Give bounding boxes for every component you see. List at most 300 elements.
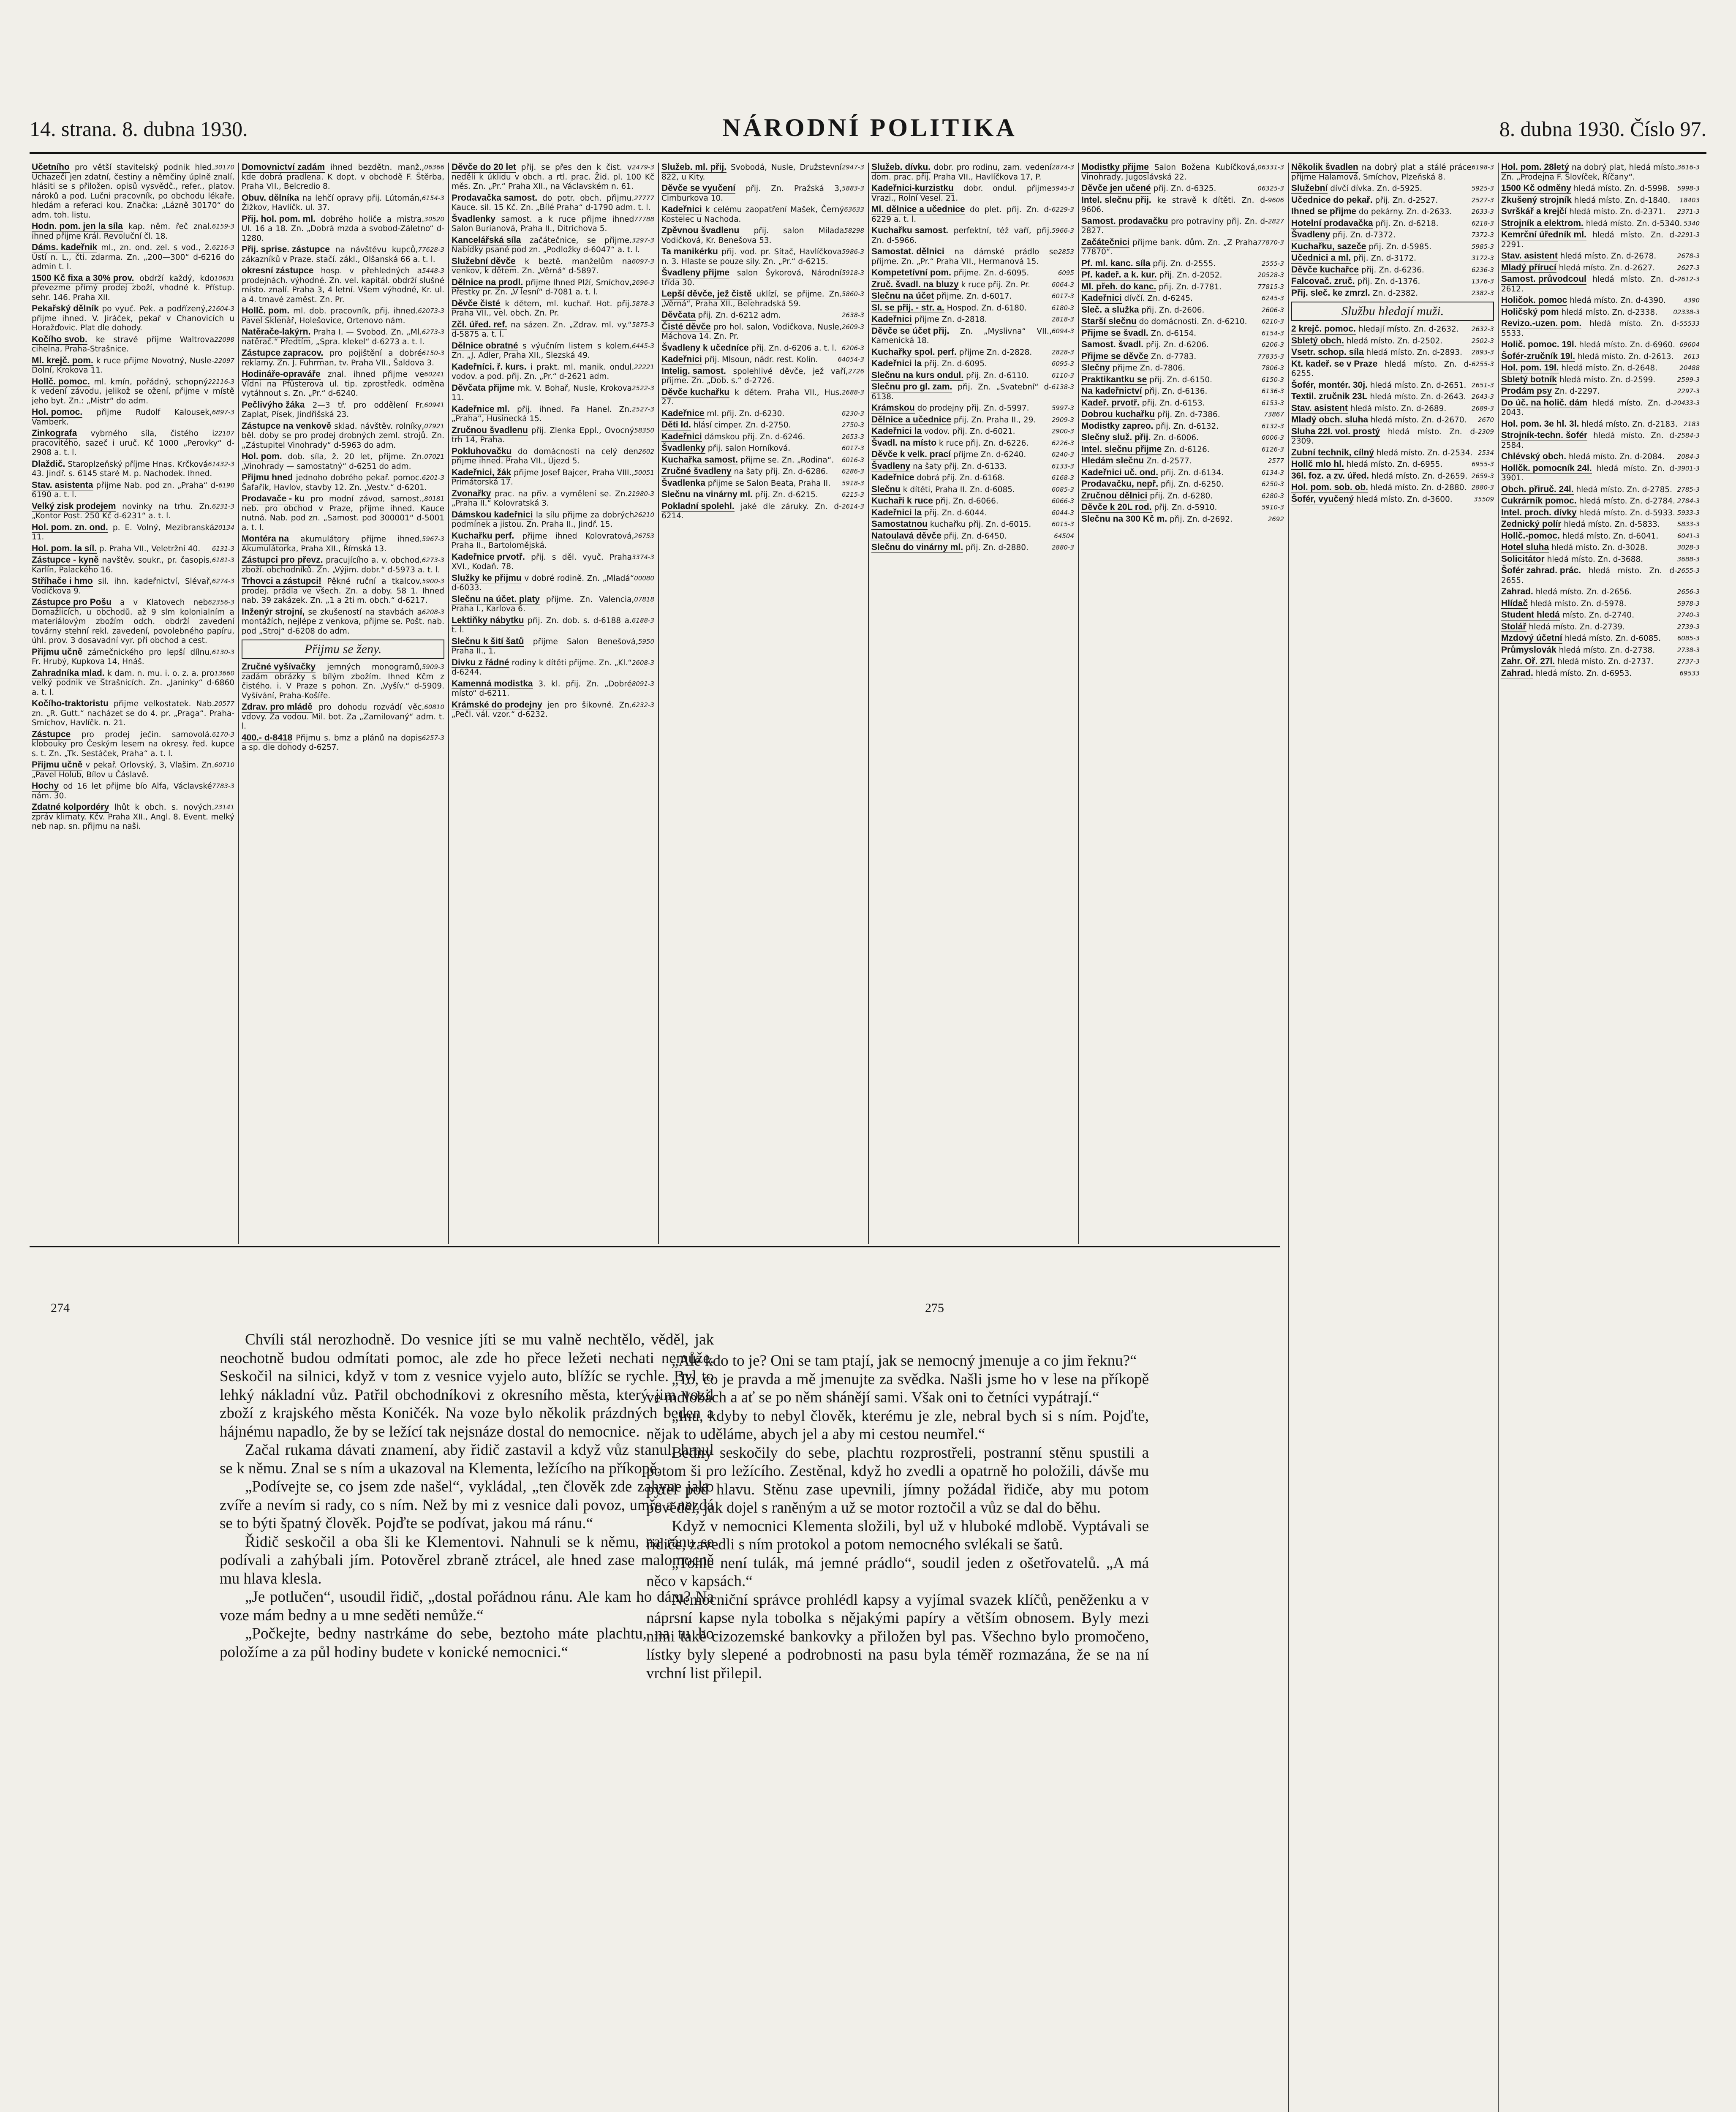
- ad-code: 2659-3: [1471, 472, 1494, 480]
- ad-heading: Švadleny: [1291, 230, 1331, 240]
- ad-heading: 400.- d-8418: [242, 732, 293, 743]
- ad-text: k dítěti, Praha II. Zn. d-6085.: [900, 485, 1015, 494]
- ad-heading: Sbletý obch.: [1291, 335, 1344, 346]
- ad-text: přij. Zn. Pražská 3, Cimburkova 10.: [661, 184, 842, 203]
- classified-ad: [1291, 230, 1494, 240]
- ad-text: ihned bezdětn. manž., kde dobrá pradlena. K dopt. v obchodě F. Štěrba, Praha VII., Belcredio 8.: [242, 163, 444, 191]
- ad-text: navštěv. soukr., pr. časopis. Karlín, Palackého 16.: [32, 556, 212, 574]
- ad-code: 60810: [424, 703, 444, 711]
- classified-ad: [871, 473, 1074, 483]
- ad-code: 2309: [1478, 427, 1494, 435]
- ad-text: na šaty přij. Zn. d-6133.: [910, 462, 1007, 471]
- ad-code: 6210-3: [1261, 318, 1284, 325]
- ad-code: 2502-3: [1471, 337, 1494, 345]
- ad-text: k celému zaopatření Mašek, Černý Kostelec u Nachoda.: [661, 205, 844, 224]
- ad-code: 64504: [1054, 532, 1074, 540]
- ad-text: perfektní, též vaří, přij. Zn. d-5966.: [871, 226, 1052, 245]
- ad-code: 6138-3: [1051, 383, 1074, 391]
- ad-code: 6226-3: [1051, 439, 1074, 447]
- ad-code: 2893-3: [1471, 348, 1494, 356]
- ad-text: hledá místo. Zn. d-3028.: [1549, 543, 1648, 552]
- classified-ad: [452, 658, 654, 678]
- ad-code: 06325-3: [1257, 185, 1284, 192]
- ad-code: 2584-3: [1677, 432, 1700, 439]
- ad-heading: Zástupce pro Pošu: [32, 597, 112, 607]
- classified-ad: [871, 303, 1074, 313]
- ad-code: 6131-3: [212, 544, 234, 552]
- classified-ad: [452, 362, 654, 382]
- classified-ad: [1501, 657, 1700, 667]
- ad-heading: Přij. sprise. zástupce: [242, 245, 330, 254]
- ads-bottom-rule: [30, 1246, 1280, 1247]
- ad-text: zámečnického pro lepší dílnu. Fr. Hrubý, Kupkova 14, Hnáš.: [32, 648, 212, 666]
- ad-text: ml. přij. Zn. d-6230.: [704, 409, 785, 418]
- classified-ad: [871, 508, 1074, 518]
- classified-ad: [1081, 163, 1284, 182]
- ad-heading: Prodavače - ku: [242, 494, 305, 504]
- ad-heading: Intelig. samost.: [661, 366, 726, 376]
- ad-text: přij. Zn. d-6044.: [922, 508, 987, 517]
- classified-ad: [452, 510, 654, 530]
- ad-code: 07021: [424, 453, 444, 460]
- ad-heading: Kadeřnici: [661, 204, 702, 214]
- ad-text: přij. Zn. d-2052.: [1156, 271, 1222, 280]
- story-paragraph: „Počkejte, bedny nastrkáme do sebe, beztoho máte plachtu, na tu ho položíme a za půl hodiny budete v konické nemocnici.“: [220, 1625, 714, 1661]
- ad-text: hledá místo. Zn. d-2643.: [1367, 392, 1466, 401]
- ad-code: 6232-3: [631, 701, 654, 709]
- page-header: [30, 113, 1706, 147]
- classified-ad: [242, 215, 444, 244]
- ad-heading: Přijmu učně: [32, 647, 83, 657]
- ad-text: hledá místo. Zn. d-2659.: [1369, 471, 1468, 481]
- ad-code: 6206-3: [1261, 341, 1284, 348]
- ad-heading: Přij. hol. pom. ml.: [242, 214, 316, 224]
- ad-text: p. Praha VII., Veletržní 40.: [97, 544, 201, 553]
- ad-heading: Zástupce na venkově: [242, 421, 332, 431]
- ad-heading: Ihned se přijme: [1291, 207, 1357, 216]
- classified-ad: [661, 343, 864, 354]
- ad-text: přij. Zn. d-6215.: [752, 490, 818, 499]
- classified-ad: [242, 245, 444, 264]
- ad-code: 2627-3: [1677, 264, 1700, 272]
- column-divider: [238, 163, 239, 1244]
- ad-code: 2555-3: [1261, 259, 1284, 267]
- ad-code: 6215-3: [841, 491, 864, 498]
- ad-text: sil. ihn. kadeřnictví, Slévař, Vodičkova 9.: [32, 577, 212, 596]
- ad-code: 6133-3: [1051, 462, 1074, 470]
- ad-text: přij. Zn. d-5910.: [1151, 503, 1217, 512]
- ad-heading: Hol. pom. la síl.: [32, 543, 97, 553]
- ad-heading: Slečnu k šití šatů: [452, 636, 524, 646]
- ad-code: 7372-3: [1471, 231, 1494, 239]
- ad-code: 00080: [634, 574, 654, 582]
- classified-ad: [871, 359, 1074, 369]
- ad-text: přijme Zn. d-2828.: [956, 348, 1032, 357]
- classified-ad: [32, 163, 234, 220]
- classified-ad: [661, 479, 864, 489]
- ad-code: 2643-3: [1471, 393, 1494, 400]
- ad-code: 20577: [214, 700, 234, 708]
- masthead-title: NÁRODNÍ POLITIKA: [722, 114, 1017, 142]
- ad-code: 07921: [424, 422, 444, 430]
- ad-heading: Obch. přiruč. 24l.: [1501, 484, 1574, 494]
- ad-text: Zn. „Myslivna“ VII., Kamenická 18.: [871, 327, 1052, 345]
- ad-heading: Stav. asistenta: [32, 480, 93, 490]
- ad-text: vybrného síla, čistého i pracovitého, sazeč i uruč. Kč 1000 „Perovky“ d-2908 a. t. l.: [32, 429, 234, 457]
- ad-text: přij. Zn. d-5985.: [1366, 242, 1432, 251]
- ad-heading: Děvče se účet přij.: [871, 326, 950, 336]
- classified-ad: [242, 348, 444, 368]
- classified-ad: [871, 520, 1074, 530]
- ad-code: 3297-3: [631, 236, 654, 244]
- ad-code: 5925-3: [1471, 185, 1494, 192]
- classified-ad: [452, 531, 654, 551]
- classified-ad: [452, 552, 654, 572]
- classified-ad: [452, 384, 654, 403]
- ad-text: přij. se přes den k čist. v neděli k úklidu v obch. a rtl. prac. Žid. pl. 100 Kč měs. Zn. „Pr.“ Praha XII., na Václavském n. 61.: [452, 163, 654, 191]
- column-divider: [1288, 163, 1289, 2112]
- ad-heading: Začátečnici: [1081, 237, 1130, 247]
- column-divider: [1498, 163, 1499, 2112]
- classified-ad: [871, 382, 1074, 402]
- ad-code: 6097-3: [631, 257, 654, 265]
- ad-heading: Zpěvnou švadlenu: [661, 226, 740, 235]
- classified-ad: [452, 257, 654, 276]
- ad-text: k dětem. Praha VII., Hus. 27.: [661, 388, 842, 406]
- ad-heading: Modistky přijme: [1081, 163, 1149, 172]
- ad-code: 6110-3: [1051, 371, 1074, 379]
- ad-code: 5967-3: [422, 535, 444, 543]
- ad-text: hledá místo. Zn. d-6960.: [1576, 340, 1675, 349]
- classified-ad: [1501, 251, 1700, 261]
- ad-heading: Slečnu pro gl. zam.: [871, 382, 952, 392]
- ad-text: hledá místo. Zn. d-2880.: [1368, 483, 1467, 492]
- ad-code: 2599-3: [1677, 376, 1700, 384]
- classified-ad: [1291, 471, 1494, 482]
- ad-code: 2740-3: [1677, 611, 1700, 619]
- ad-code: 6245-3: [1261, 294, 1284, 302]
- ad-text: přijme se Salon Beata, Praha II.: [705, 479, 831, 488]
- ad-heading: Samost. prodavačku: [1081, 216, 1168, 226]
- ad-text: dívčí. Zn. d-6245.: [1121, 294, 1193, 303]
- classified-ad: [1081, 398, 1284, 408]
- ad-code: 5978-3: [1677, 599, 1700, 607]
- ad-text: hledá místo. Zn. d-2371.: [1567, 207, 1665, 216]
- ad-code: 6130-3: [212, 648, 234, 656]
- ad-heading: Děvče čisté: [452, 298, 501, 308]
- ad-heading: Sluha 22l. vol. prostý: [1291, 426, 1380, 436]
- ad-text: přijme. Zn. d-6095.: [951, 269, 1029, 278]
- ad-text: ml. dob. pracovník, přij. ihned. Pavel Sklenář, Holešovice, Ortenovo nám.: [242, 307, 418, 325]
- ad-heading: Služební: [1291, 183, 1328, 193]
- classified-ad: [242, 534, 444, 554]
- ad-text: jemných monogramů, zadám obrázky s bílým zbožím. Ihned Kčm z čistého. i. V Praze s pohon. Zn. „Vyšív.“ d-5909. Vyšívání, Praha-Košíře.: [242, 663, 444, 700]
- ad-text: přij. s děl. vyuč. Praha XVI., Kodaň. 78.: [452, 552, 632, 571]
- ad-text: přij. Zn. d-6134.: [1158, 468, 1224, 477]
- classified-ad: [871, 415, 1074, 425]
- ad-heading: Divku z řádné: [452, 657, 509, 667]
- ad-heading: Praktikantku se: [1081, 374, 1147, 384]
- ad-code: 22098: [214, 335, 234, 343]
- ad-heading: Zručnou dělnici: [1081, 490, 1148, 501]
- ad-code: 6017-3: [841, 444, 864, 452]
- ad-heading: Intel. slečnu přij.: [1081, 195, 1151, 205]
- classified-ad: [1081, 340, 1284, 350]
- ad-text: mk. V. Bohař, Nusle, Krokova 11.: [452, 384, 632, 402]
- ad-text: dámskou přij. Zn. d-6246.: [702, 432, 805, 441]
- classified-ad: [1501, 610, 1700, 621]
- classified-ad: [1501, 207, 1700, 217]
- ad-code: 27777: [634, 194, 654, 202]
- ad-code: 58350: [634, 426, 654, 434]
- ad-code: 30520: [424, 215, 444, 223]
- ad-code: 5966-3: [1051, 227, 1074, 234]
- classified-ad: [1081, 514, 1284, 525]
- classified-ad: [1081, 294, 1284, 304]
- ad-text: na lehčí opravy přij. Lútomán, Žižkov, Havlíčk. ul. 37.: [242, 193, 422, 212]
- ad-heading: Krámské do prodejny: [452, 699, 542, 710]
- ad-text: přij. Zn. d-7386.: [1154, 410, 1220, 419]
- ad-heading: Kadeřnici la: [871, 426, 922, 436]
- ad-code: 4390: [1683, 297, 1700, 304]
- ad-code: 22221: [634, 363, 654, 371]
- ad-text: sklad. návštěv. rolníky, běl. doby se pro prodej drobných zeml. strojů. Zn. „Zástupitel Vinohrady“ d-5963 do adm.: [242, 422, 444, 450]
- classified-ad: [32, 577, 234, 596]
- ad-code: 2608-3: [631, 659, 654, 667]
- ad-code: 6132-3: [1261, 422, 1284, 430]
- ad-heading: Hollč.-pomoc.: [1501, 531, 1560, 541]
- ad-text: hledá místo. Zn. d-2689.: [1347, 404, 1447, 413]
- ad-heading: Kadeřnice: [871, 473, 914, 482]
- ad-code: 6095: [1058, 269, 1074, 277]
- ad-text: hledá místo. Zn. d-2670.: [1368, 416, 1467, 425]
- ad-text: přij. ihned. Fa Hanel. Zn. „Praha“, Husinecká 15.: [452, 405, 632, 423]
- ad-text: pro dohodu rozvádí věc. vdovy. Za vodou. Mil. bot. Za „Zamilovaný“ adm. t. l.: [242, 703, 444, 731]
- classified-ad: [1081, 259, 1284, 269]
- ad-text: přij. Zn. d-6136.: [1142, 387, 1208, 396]
- classified-ad: [452, 468, 654, 487]
- ad-heading: Hlídač: [1501, 598, 1528, 608]
- ad-heading: Do úč. na holič. dám: [1501, 397, 1588, 408]
- ad-text: přijme Rudolf Kalousek, Vamberk.: [32, 408, 212, 427]
- classified-ad: [871, 371, 1074, 381]
- classified-ad: [661, 455, 864, 465]
- ad-text: přij. Zn. d-2880.: [963, 543, 1029, 552]
- classified-ad: [1081, 363, 1284, 373]
- ad-code: 6255-3: [1471, 360, 1494, 368]
- classified-ad: [661, 184, 864, 203]
- ad-code: 6150-3: [1261, 376, 1284, 384]
- ad-heading: Na kadeřnictví: [1081, 386, 1142, 396]
- ad-heading: Hochy: [32, 781, 59, 791]
- ad-text: dobrá přij. Zn. d-6168.: [914, 474, 1005, 482]
- ad-text: hledá místo. Zn. d-2291.: [1501, 231, 1677, 249]
- ad-code: 3688-3: [1677, 555, 1700, 563]
- ad-text: hledá místo. Zn. d-2738.: [1556, 645, 1655, 655]
- classified-ad: [452, 637, 654, 656]
- classified-ad: [1501, 531, 1700, 542]
- ad-text: hledá místo. Zn. d-2784.: [1576, 497, 1675, 506]
- classified-ad: [32, 781, 234, 801]
- ad-code: 2606-3: [1261, 306, 1284, 314]
- ad-code: 69604: [1679, 341, 1700, 348]
- ad-heading: Zručnou švadlenu: [452, 425, 528, 435]
- ad-code: 2084-3: [1677, 453, 1700, 460]
- classified-ad: [1291, 448, 1494, 458]
- ad-code: 2670: [1478, 416, 1494, 424]
- classified-ad: [871, 496, 1074, 506]
- story-paragraph: Začal rukama dávati znamení, aby řidič zastavil a když vůz stanul, hrnul se k němu. Znal se s ním a ukazoval na Klementa, ležícího na příkopě.: [220, 1441, 714, 1477]
- ad-text: pracujícího a. v. obchod. zboží. obchodníků. Zn. „Výjim. dobr.“ d-5973 a. t. l.: [242, 556, 440, 574]
- ad-code: 22107: [214, 430, 234, 437]
- ad-heading: 1500 Kč odměny: [1501, 183, 1571, 193]
- ad-code: 2655-3: [1677, 567, 1700, 574]
- ad-heading: Kadeř. prvotř.: [1081, 397, 1140, 408]
- ad-heading: 1500 Kč fixa a 30% prov.: [32, 273, 134, 283]
- ad-code: 60710: [214, 761, 234, 769]
- ad-code: 64054-3: [838, 356, 864, 363]
- ad-code: 6136-3: [1261, 387, 1284, 395]
- ad-code: 6085-3: [1677, 634, 1700, 642]
- ad-code: 2612-3: [1677, 275, 1700, 283]
- ad-heading: Zednický polír: [1501, 519, 1562, 529]
- ad-text: dobr. pro rodinu, zam. vedení dom. prac. přij. Praha VII., Havlíčkova 17, P.: [871, 163, 1052, 182]
- ad-heading: Přijme se děvče: [1081, 351, 1148, 361]
- classified-ad: [661, 205, 864, 224]
- page-number-right: 275: [925, 1301, 944, 1315]
- ad-code: 2656-3: [1677, 588, 1700, 596]
- ad-code: 6229-3: [1051, 206, 1074, 213]
- ad-text: začátečnice, se přijme. Nabídky psané pod zn. „Podložky d-6047“ a. t. l.: [452, 236, 640, 254]
- section-banner: Přijmu se ženy.: [242, 640, 444, 659]
- ad-code: 2522-3: [631, 384, 654, 392]
- classified-ad: [661, 502, 864, 521]
- classified-ad: [32, 335, 234, 354]
- ad-text: Salon Božena Kubíčková, Vinohrady, Jugoslávská 22.: [1081, 163, 1258, 182]
- classified-ad: [1081, 410, 1284, 420]
- classified-ad: [452, 700, 654, 720]
- ad-code: 6006-3: [1261, 434, 1284, 441]
- classified-ad: [1081, 305, 1284, 316]
- ad-code: 2678-3: [1677, 252, 1700, 260]
- classified-ad: [242, 555, 444, 575]
- ad-code: 6154-3: [422, 194, 444, 202]
- ad-code: 1376-3: [1471, 278, 1494, 285]
- ad-text: dobrého holiče a mistra. Ul. 16 a 18. Zn. „Dobrá mzda a svobod-Záletno“ d-1280.: [242, 215, 444, 243]
- ad-heading: Ml. přeh. do kanc.: [1081, 281, 1156, 291]
- ad-heading: Obuv. dělníka: [242, 193, 299, 203]
- ad-code: 5860-3: [841, 290, 864, 298]
- classified-ad: [1501, 375, 1700, 385]
- ad-heading: Kadeřnici uč. ond.: [1081, 467, 1159, 477]
- ad-heading: Zkušený strojník: [1501, 195, 1572, 205]
- ad-heading: Zubní technik, cílný: [1291, 447, 1374, 457]
- ad-heading: okresní zástupce: [242, 266, 314, 275]
- ad-heading: Pekařský dělník: [32, 304, 99, 313]
- ad-heading: Slečnu do vinárny ml.: [871, 542, 963, 552]
- ad-code: 2291-3: [1677, 231, 1700, 239]
- classified-ad: [1081, 422, 1284, 432]
- ad-text: přij. Zn. Praha II., 29.: [951, 415, 1036, 425]
- ad-heading: Slečnu na kurs ondul.: [871, 370, 964, 380]
- ad-heading: Šofér, vyučený: [1291, 494, 1354, 504]
- classified-ad: [452, 405, 654, 424]
- ad-code: 61432-3: [208, 460, 234, 468]
- ad-code: 3172-3: [1471, 254, 1494, 262]
- ad-heading: Kancelářská síla: [452, 235, 521, 245]
- ad-code: 6218-3: [1471, 219, 1494, 227]
- classified-ad: [1501, 431, 1700, 450]
- classified-ad: [1501, 196, 1700, 206]
- classified-ad: [242, 422, 444, 451]
- ad-code: 2638-3: [841, 311, 864, 319]
- ad-code: 6180-3: [1051, 304, 1074, 312]
- classified-ad: [1291, 495, 1494, 505]
- ad-text: uklízí, se přijme. Zn. „Věrná“, Praha XII., Belehradská 59.: [661, 290, 842, 308]
- classified-ad: [1081, 217, 1284, 236]
- ad-code: 6445-3: [631, 342, 654, 350]
- ad-heading: Kamenná modistka: [452, 678, 533, 689]
- classified-ad: [242, 327, 444, 347]
- ad-column: [32, 163, 234, 1236]
- ad-text: přij. Zn. d-2527.: [1372, 196, 1438, 205]
- ad-code: 6017-3: [1051, 292, 1074, 300]
- ad-heading: Mladý přírucí: [1501, 262, 1556, 272]
- classified-ad: [242, 494, 444, 533]
- ad-heading: Solicitátor: [1501, 554, 1545, 564]
- classified-ad: [1081, 386, 1284, 397]
- ad-heading: Kuchařku samost.: [871, 226, 949, 235]
- classified-ad: [1291, 381, 1494, 391]
- classified-ad: [1081, 375, 1284, 385]
- classified-ad: [1501, 275, 1700, 294]
- ad-code: 6230-3: [841, 409, 864, 417]
- classified-ad: [32, 502, 234, 521]
- ad-code: 2739-3: [1677, 623, 1700, 631]
- ad-text: hledá místo. Zn. d-2084.: [1566, 452, 1665, 461]
- ad-text: pro hol. salon, Vodičkova, Nusle, Máchova 14. Zn. Pr.: [661, 322, 842, 341]
- ad-column: [452, 163, 654, 1236]
- ad-code: 26210: [634, 511, 654, 519]
- ad-code: 77870-3: [1257, 238, 1284, 246]
- classified-ad: [1501, 386, 1700, 397]
- ad-code: 6168-3: [1051, 474, 1074, 482]
- ad-heading: Vsetr. schop. síla: [1291, 347, 1364, 357]
- ad-text: od 16 let přijme bío Alfa, Václavské nám. 30.: [32, 782, 212, 800]
- ad-code: 2297-3: [1677, 387, 1700, 395]
- ad-text: přij. Zn. d-6325.: [1151, 184, 1216, 193]
- ad-heading: Několik švadlen: [1291, 163, 1358, 172]
- ad-text: přijme Zn. d-2818.: [912, 315, 988, 324]
- ad-text: hledá místo. Zn. d-2678.: [1557, 252, 1657, 261]
- ad-code: 21980-3: [628, 490, 654, 498]
- ad-text: jen pro šikovné. Zn. „Pečl. vál. vzor.“ d-6232.: [452, 700, 632, 719]
- ad-text: hledá místo. Zn. d-5533.: [1501, 319, 1680, 338]
- ad-heading: Zástupci pro převz.: [242, 555, 323, 565]
- ad-code: 6273-3: [422, 328, 444, 336]
- ad-text: ke stravě přijme Waltrova cihelna, Praha-Strašnice.: [32, 335, 215, 354]
- ad-heading: Přijmu učně: [32, 760, 83, 770]
- story-paragraph: Bedny seskočily do sebe, plachtu rozprostřeli, postranní stěnu spustili a potom ši pro ležícího. Zestěnal, když ho zvedli a opatrně ho položili, dávše mu pytel pod hlavu. Stěnu zase upevnili, jímny požádal řidiče, aby mu potom pověděl, jak dojel s raněným a už se motor roztočil a vůz se dal do běhu.: [646, 1444, 1149, 1516]
- ad-text: samost. a k ruce přijme ihned Salon Burianová, Praha II., Ditrichova 5.: [452, 215, 634, 233]
- classified-ad: [242, 577, 444, 606]
- ad-code: 8091-3: [631, 680, 654, 688]
- ad-text: v dobré rodině. Zn. „Mladá“ d-6033.: [452, 574, 634, 592]
- ad-text: hledá místo. Zn. d-3688.: [1544, 555, 1643, 564]
- ad-text: přij. Zn. d-6153.: [1139, 398, 1205, 408]
- ad-heading: Hledám slečnu: [1081, 456, 1144, 465]
- classified-ad: [1501, 508, 1700, 518]
